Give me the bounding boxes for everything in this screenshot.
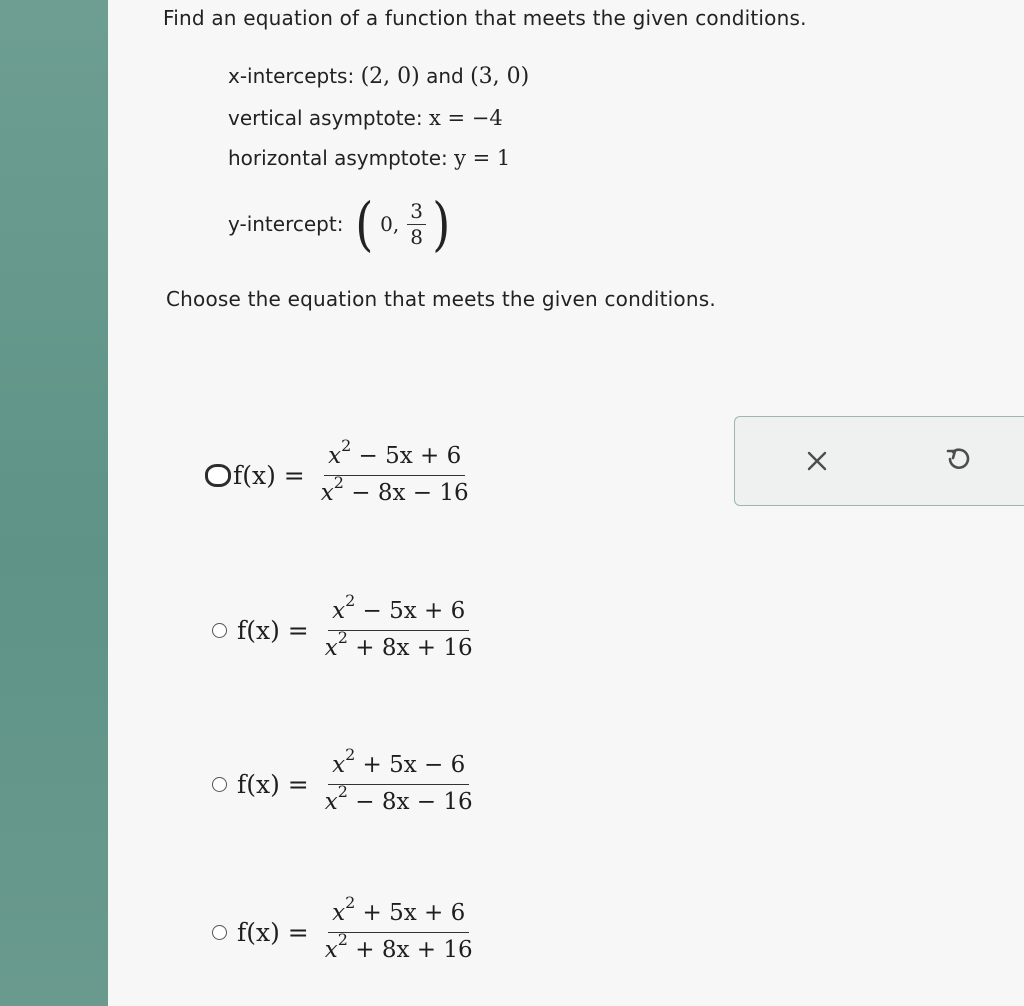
function-label: f(x) = — [237, 769, 309, 799]
option-c-numerator: $x^2 + 5x - 6$ — [328, 752, 469, 785]
radio-option-a[interactable] — [205, 464, 231, 487]
option-c-fraction — [321, 745, 477, 816]
option-c[interactable] — [212, 745, 477, 816]
horizontal-asymptote-row — [228, 146, 510, 170]
undo-button[interactable] — [938, 441, 978, 481]
radio-option-b[interactable] — [212, 623, 227, 638]
and-word: and — [426, 64, 464, 88]
option-b-fraction — [321, 591, 477, 662]
radio-option-c[interactable] — [212, 777, 227, 792]
y-intercept-row — [228, 186, 453, 262]
option-b[interactable] — [212, 591, 477, 662]
horizontal-asymptote-equation: y = 1 — [454, 146, 511, 170]
option-d[interactable] — [212, 893, 477, 964]
left-background-strip — [0, 0, 108, 1006]
left-paren: ( — [355, 190, 374, 258]
y-intercept-fraction — [407, 200, 426, 249]
vertical-asymptote-row — [228, 106, 503, 130]
undo-icon — [945, 447, 971, 475]
radio-option-d[interactable] — [212, 925, 227, 940]
option-d-numerator: $x^2 + 5x + 6$ — [328, 900, 469, 933]
clear-button[interactable] — [797, 441, 837, 481]
answer-tools-panel — [734, 416, 1024, 506]
close-icon — [806, 450, 828, 472]
option-a[interactable] — [205, 436, 473, 507]
option-c-denominator: $x^2 - 8x - 16$ — [324, 781, 473, 815]
y-intercept-label: y-intercept: — [228, 212, 344, 236]
option-a-denominator: $x^2 - 8x - 16$ — [320, 472, 469, 506]
function-label: f(x) = — [237, 917, 309, 947]
x-intercept-1: (2, 0) — [360, 64, 420, 89]
option-b-denominator: $x^2 + 8x + 16$ — [324, 627, 473, 661]
vertical-asymptote-label: vertical asymptote: — [228, 106, 423, 130]
option-a-numerator: $x^2 - 5x + 6$ — [324, 443, 465, 476]
question-text: Choose the equation that meets the given conditions. — [166, 287, 716, 311]
y-intercept-x: 0, — [380, 212, 400, 236]
x-intercept-2: (3, 0) — [470, 64, 530, 89]
option-d-fraction — [321, 893, 477, 964]
problem-prompt: Find an equation of a function that meets the given conditions. — [163, 6, 807, 30]
x-intercepts-row — [228, 64, 529, 89]
horizontal-asymptote-label: horizontal asymptote: — [228, 146, 448, 170]
x-intercepts-label: x-intercepts: — [228, 64, 355, 88]
vertical-asymptote-equation: x = −4 — [428, 106, 503, 130]
function-label: f(x) = — [233, 460, 305, 490]
function-label: f(x) = — [237, 615, 309, 645]
option-a-fraction — [317, 436, 473, 507]
y-intercept-numerator: 3 — [407, 200, 426, 225]
option-d-denominator: $x^2 + 8x + 16$ — [324, 929, 473, 963]
y-intercept-denominator: 8 — [410, 224, 423, 249]
option-b-numerator: $x^2 - 5x + 6$ — [328, 598, 469, 631]
right-paren: ) — [432, 190, 451, 258]
